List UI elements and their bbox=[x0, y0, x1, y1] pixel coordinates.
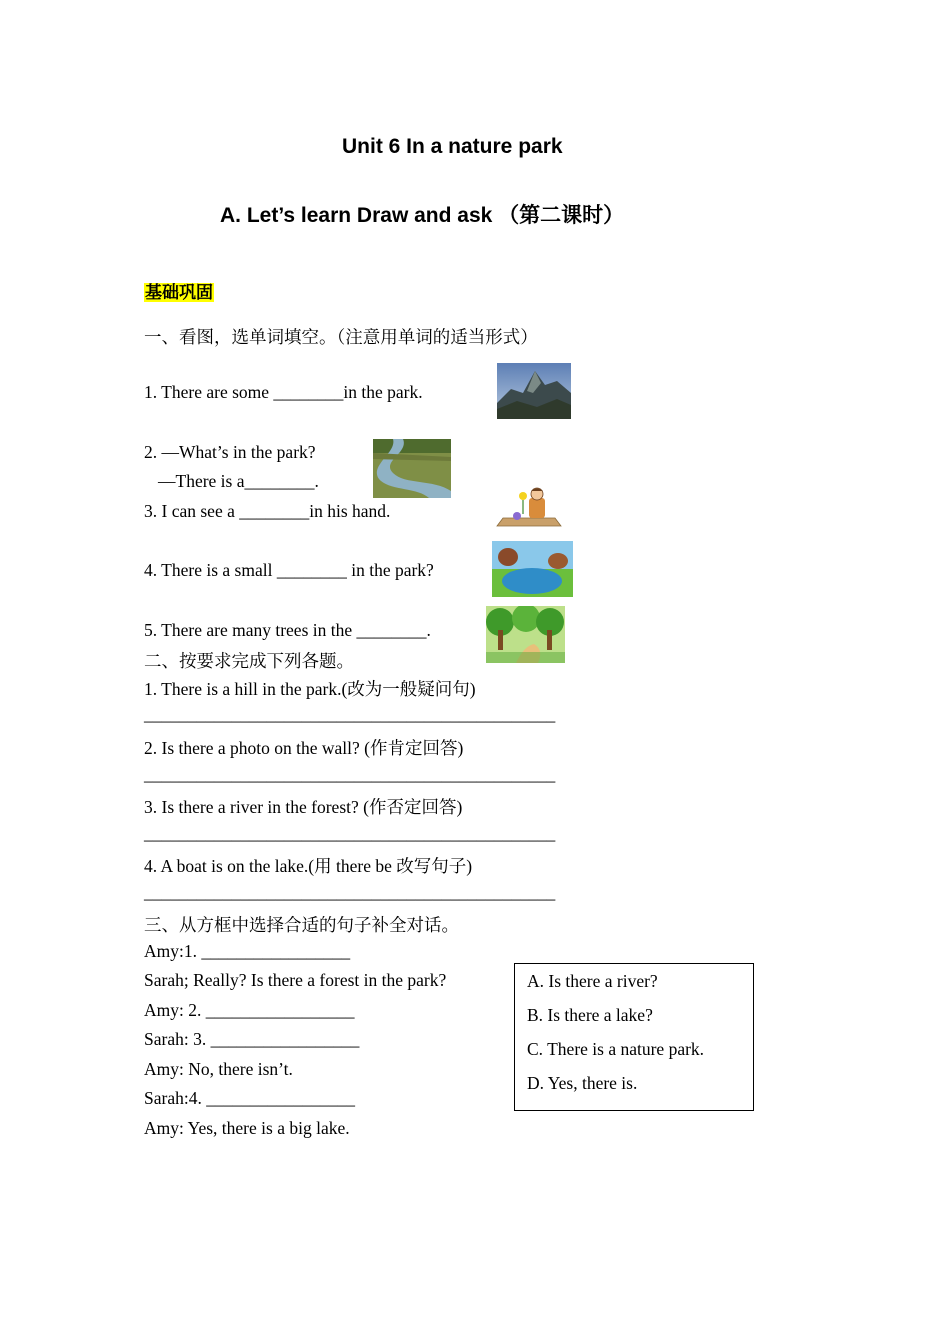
option-c: C. There is a nature park. bbox=[527, 1039, 705, 1059]
dialogue-line: Sarah:4. _________________ bbox=[144, 1088, 355, 1108]
part1-question-5: 5. There are many trees in the ________. bbox=[144, 620, 431, 640]
part1-question-3: 3. I can see a ________in his hand. bbox=[144, 501, 391, 521]
dialogue-line: Amy:1. _________________ bbox=[144, 941, 351, 961]
forest-picture bbox=[486, 606, 565, 663]
part3-heading: 三、从方框中选择合适的句子补全对话。 bbox=[144, 915, 459, 935]
part1-question-1: 1. There are some ________in the park. bbox=[144, 382, 423, 402]
option-b: B. Is there a lake? bbox=[527, 1005, 653, 1025]
dialogue-line: Amy: No, there isn’t. bbox=[144, 1059, 293, 1079]
page-title: Unit 6 In a nature park bbox=[342, 135, 563, 158]
option-a: A. Is there a river? bbox=[527, 971, 658, 991]
river-picture bbox=[373, 439, 451, 498]
mountain-picture bbox=[497, 363, 571, 419]
part2-question-1: 1. There is a hill in the park.(改为一般疑问句) bbox=[144, 679, 476, 699]
dialogue-line: Sarah; Really? Is there a forest in the park? bbox=[144, 970, 447, 990]
page-subtitle: A. Let’s learn Draw and ask （第二课时） bbox=[220, 204, 625, 227]
dialogue-line: Amy: 2. _________________ bbox=[144, 1000, 355, 1020]
boy-flower-picture bbox=[493, 486, 565, 532]
part1-heading: 一、看图，选单词填空。（注意用单词的适当形式） bbox=[144, 327, 538, 347]
answer-line-3: _______________________________________________ bbox=[144, 823, 556, 843]
lake-picture bbox=[492, 541, 573, 597]
part1-question-2a: 2. —What’s in the park? bbox=[144, 442, 316, 462]
answer-line-1: _______________________________________________ bbox=[144, 704, 556, 724]
part1-question-4: 4. There is a small ________ in the park? bbox=[144, 560, 434, 580]
part2-question-2: 2. Is there a photo on the wall? (作肯定回答) bbox=[144, 738, 464, 758]
option-d: D. Yes, there is. bbox=[527, 1073, 638, 1093]
answer-line-4: _______________________________________________ bbox=[144, 882, 556, 902]
dialogue-line: Amy: Yes, there is a big lake. bbox=[144, 1118, 350, 1138]
part2-question-3: 3. Is there a river in the forest? (作否定回答) bbox=[144, 797, 463, 817]
part2-question-4: 4. A boat is on the lake.(用 there be 改写句子) bbox=[144, 856, 473, 876]
part1-question-2b: —There is a________. bbox=[158, 471, 319, 491]
section-label: 基础巩固 bbox=[145, 283, 213, 302]
part2-heading: 二、按要求完成下列各题。 bbox=[144, 651, 354, 671]
options-box bbox=[514, 963, 754, 1111]
dialogue-line: Sarah: 3. _________________ bbox=[144, 1029, 360, 1049]
answer-line-2: _______________________________________________ bbox=[144, 764, 556, 784]
